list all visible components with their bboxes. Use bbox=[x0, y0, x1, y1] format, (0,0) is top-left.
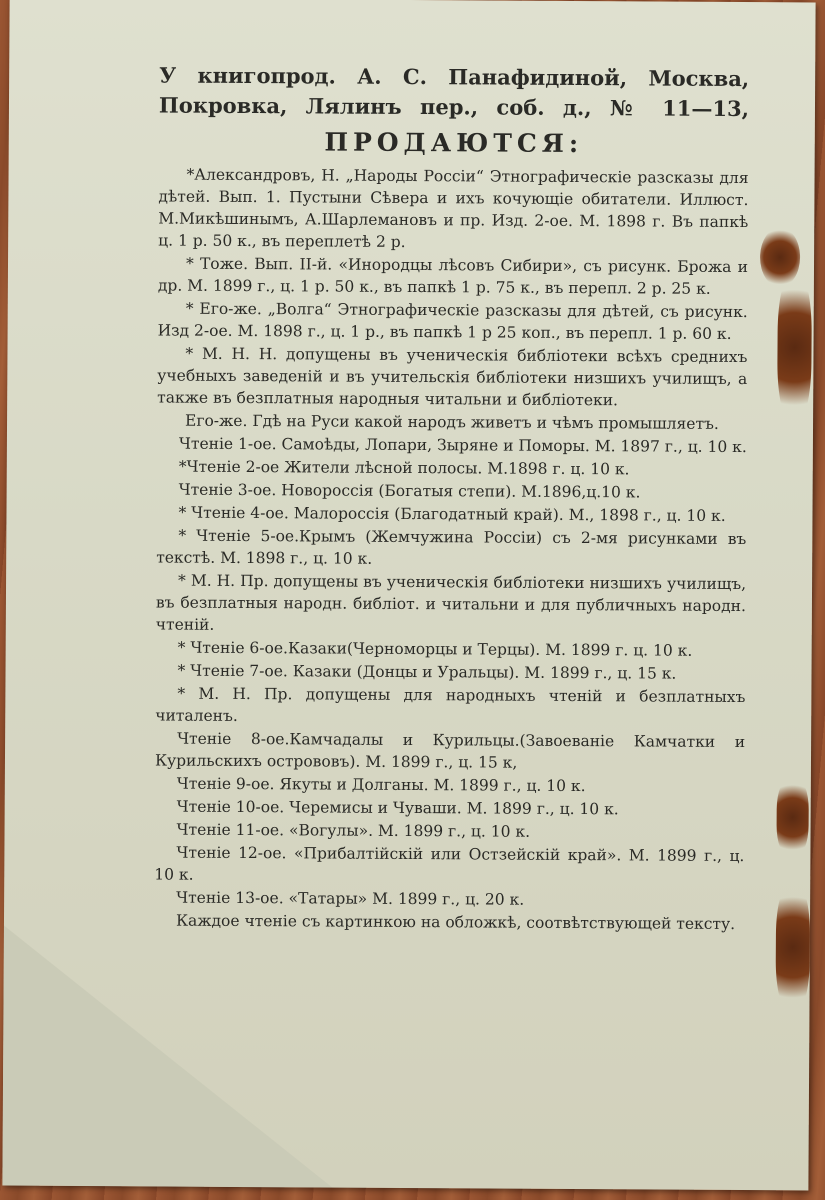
list-item: *Чтеніе 2-ое Жители лѣсной полосы. М.1898 г. ц. 10 к. bbox=[178, 457, 630, 479]
list-item: Чтеніе 12-ое. «Прибалтійскій или Остзейскій край». М. 1899 г., ц. 10 к. bbox=[154, 843, 745, 884]
list-item: Чтеніе 11-ое. «Вогулы». М. 1899 г., ц. 10 к. bbox=[176, 820, 531, 841]
list-item: * Тоже. Вып. II-й. «Инородцы лѣсовъ Сибири», съ рисунк. Брожа и др. М. 1899 г., ц. 1 р. 50 к., въ папкѣ 1 р. 75 к., въ перепл. 2 р. 25 к. bbox=[157, 254, 749, 298]
list-item: Каждое чтеніе съ картинкою на обложкѣ, соотвѣтствующей тексту. bbox=[175, 911, 736, 933]
rust-stain-upper bbox=[777, 272, 812, 422]
list-item: Чтеніе 3-ое. Новороссія (Богатыя степи). М.1896,ц.10 к. bbox=[178, 480, 641, 502]
list-item: Его-же. Гдѣ на Руси какой народъ живетъ и чѣмъ промышляетъ. bbox=[184, 411, 719, 433]
list-item: * Чтеніе 6-ое.Казаки(Черноморцы и Терцы). М. 1899 г. ц. 10 к. bbox=[177, 638, 693, 660]
list-item: Чтеніе 10-ое. Черемисы и Чуваши. М. 1899 г., ц. 10 к. bbox=[176, 797, 619, 819]
list-item: Чтеніе 9-ое. Якуты и Долганы. М. 1899 г., ц. 10 к. bbox=[176, 774, 586, 796]
list-item: * Его-же. „Волга“ Этнографическіе разсказы для дѣтей, съ рисунк. Изд 2-ое. М. 1898 г., ц. 1 р., въ папкѣ 1 р 25 коп., въ перепл. 1 р. 60 к. bbox=[157, 299, 748, 343]
list-item: * Чтеніе 5-ое.Крымъ (Жемчужина Россіи) съ 2-мя рисунками въ текстѣ. М. 1898 г., ц. 10 к. bbox=[156, 526, 747, 568]
list-item: Чтеніе 13-ое. «Татары» М. 1899 г., ц. 20 к. bbox=[176, 888, 525, 909]
rust-stain-bottom bbox=[775, 882, 810, 1012]
advertisement-text bbox=[154, 60, 749, 936]
list-item: * М. Н. Пр. допущены для народныхъ чтеній и безплатныхъ читаленъ. bbox=[155, 684, 746, 725]
list-item: * Чтеніе 4-ое. Малороссія (Благодатный край). М., 1898 г., ц. 10 к. bbox=[178, 503, 726, 525]
address-line: Покровка, Лялинъ пер., соб. д., № 11—13, bbox=[158, 92, 750, 122]
list-item: * М. Н. Пр. допущены въ ученическія библіотеки низшихъ училищъ, въ безплатныя народн. библіот. и читальни и для публичныхъ народн. чтеній. bbox=[155, 571, 747, 634]
list-item: *Александровъ, Н. „Народы Россіи“ Этнографическіе разсказы для дѣтей. Вып. 1. Пустыни Сѣвера и ихъ кочующіе обитатели. Иллюст. М.Микѣшинымъ, А.Шарлемановъ и пр. Изд. 2-ое. М. 1898 г. Въ папкѣ ц. 1 р. 50 к., въ переплетѣ 2 р. bbox=[158, 165, 749, 251]
list-item: Чтеніе 8-ое.Камчадалы и Курильцы.(Завоеваніе Камчатки и Курильскихъ острововъ). М. 1899 г., ц. 15 к, bbox=[154, 729, 746, 772]
list-item: * Чтеніе 7-ое. Казаки (Донцы и Уральцы). М. 1899 г., ц. 15 к. bbox=[177, 661, 677, 683]
page-title: ПРОДАЮТСЯ: bbox=[324, 127, 584, 159]
book-back-cover bbox=[2, 0, 815, 1190]
folded-corner bbox=[2, 926, 334, 1188]
list-item: Чтеніе 1-ое. Самоѣды, Лопари, Зыряне и Поморы. М. 1897 г., ц. 10 к. bbox=[178, 434, 747, 457]
list-item: * М. Н. Н. допущены въ ученическія библіотеки всѣхъ среднихъ учебныхъ заведеній и въ учительскія библіотеки низшихъ училищъ, а также въ безплатныя народныя читальни и библіотеки. bbox=[157, 344, 748, 410]
publisher-line: У книгопрод. А. С. Панафидиной, Москва, bbox=[159, 62, 750, 92]
rust-stain-lower bbox=[776, 777, 808, 857]
